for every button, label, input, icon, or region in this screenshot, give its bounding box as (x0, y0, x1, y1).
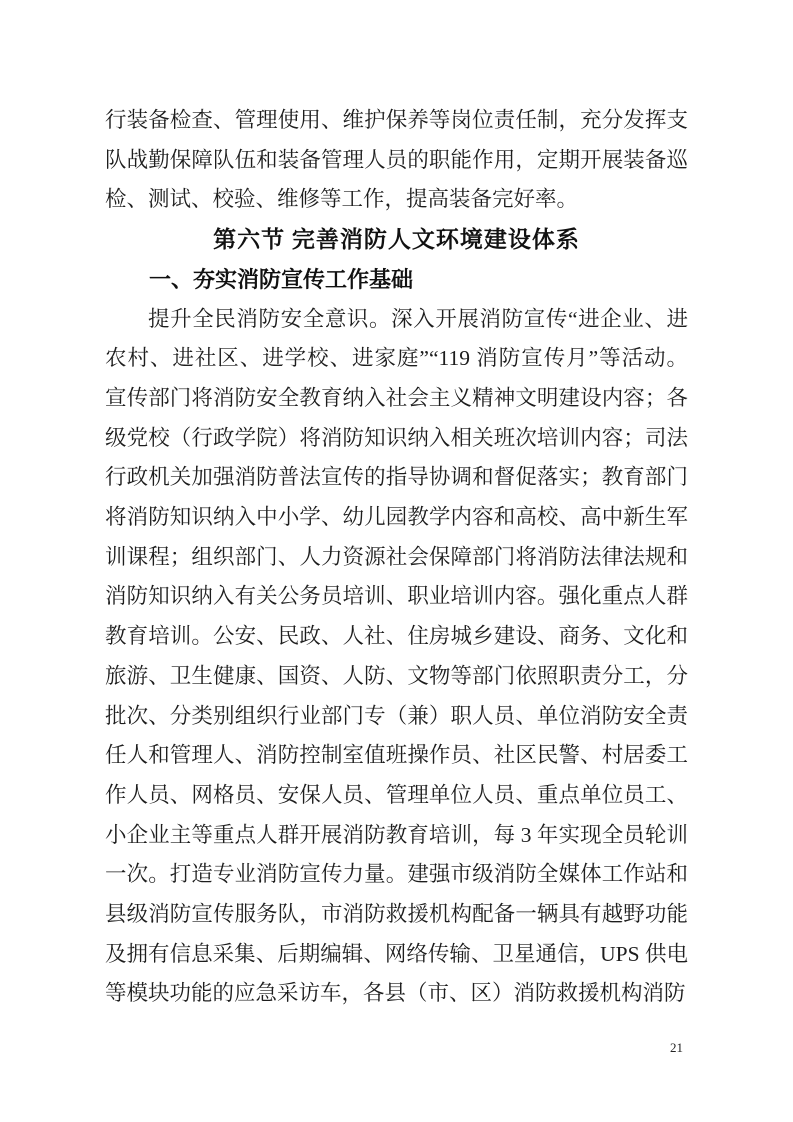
text-line: 行政机关加强消防普法宣传的指导协调和督促落实；教育部门 (105, 465, 688, 490)
paragraph-continuation (105, 101, 688, 220)
text-line: 县级消防宣传服务队，市消防救援机构配备一辆具有越野功能 (105, 902, 688, 927)
text-line: 宣传部门将消防安全教育纳入社会主义精神文明建设内容；各 (105, 385, 688, 410)
section-heading: 第六节 完善消防人文环境建设体系 (213, 227, 580, 253)
text-line: 农村、进社区、进学校、进家庭”“119 消防宣传月”等活动。 (105, 346, 688, 371)
text-line: 将消防知识纳入中小学、幼儿园教学内容和高校、高中新生军 (105, 505, 688, 530)
text-line: 队战勤保障队伍和装备管理人员的职能作用，定期开展装备巡 (105, 147, 688, 172)
page-content (105, 101, 688, 1014)
subsection-heading: 一、夯实消防宣传工作基础 (149, 266, 414, 292)
text-line: 批次、分类别组织行业部门专（兼）职人员、单位消防安全责 (105, 703, 688, 728)
text-line: 级党校（行政学院）将消防知识纳入相关班次培训内容；司法 (105, 425, 688, 450)
text-line: 检、测试、校验、维修等工作，提高装备完好率。 (105, 187, 579, 212)
text-line: 及拥有信息采集、后期编辑、网络传输、卫星通信，UPS 供电 (105, 941, 688, 966)
text-line: 消防知识纳入有关公务员培训、职业培训内容。强化重点人群 (105, 584, 688, 609)
text-line: 教育培训。公安、民政、人社、住房城乡建设、商务、文化和 (105, 624, 688, 649)
text-line: 小企业主等重点人群开展消防教育培训，每 3 年实现全员轮训 (105, 822, 688, 847)
text-line: 一次。打造专业消防宣传力量。建强市级消防全媒体工作站和 (105, 862, 688, 887)
paragraph-body (105, 300, 688, 1015)
page-number: 21 (670, 1040, 683, 1055)
text-line: 提升全民消防安全意识。深入开展消防宣传“进企业、进 (148, 306, 688, 331)
text-line: 旅游、卫生健康、国资、人防、文物等部门依照职责分工，分 (105, 663, 688, 688)
text-line: 行装备检查、管理使用、维护保养等岗位责任制，充分发挥支 (105, 108, 688, 132)
text-line: 等模块功能的应急采访车，各县（市、区）消防救援机构消防 (105, 981, 686, 1006)
text-line: 任人和管理人、消防控制室值班操作员、社区民警、村居委工 (105, 743, 688, 768)
text-line: 作人员、网格员、安保人员、管理单位人员、重点单位员工、 (105, 782, 688, 807)
text-line: 训课程；组织部门、人力资源社会保障部门将消防法律法规和 (105, 544, 688, 569)
